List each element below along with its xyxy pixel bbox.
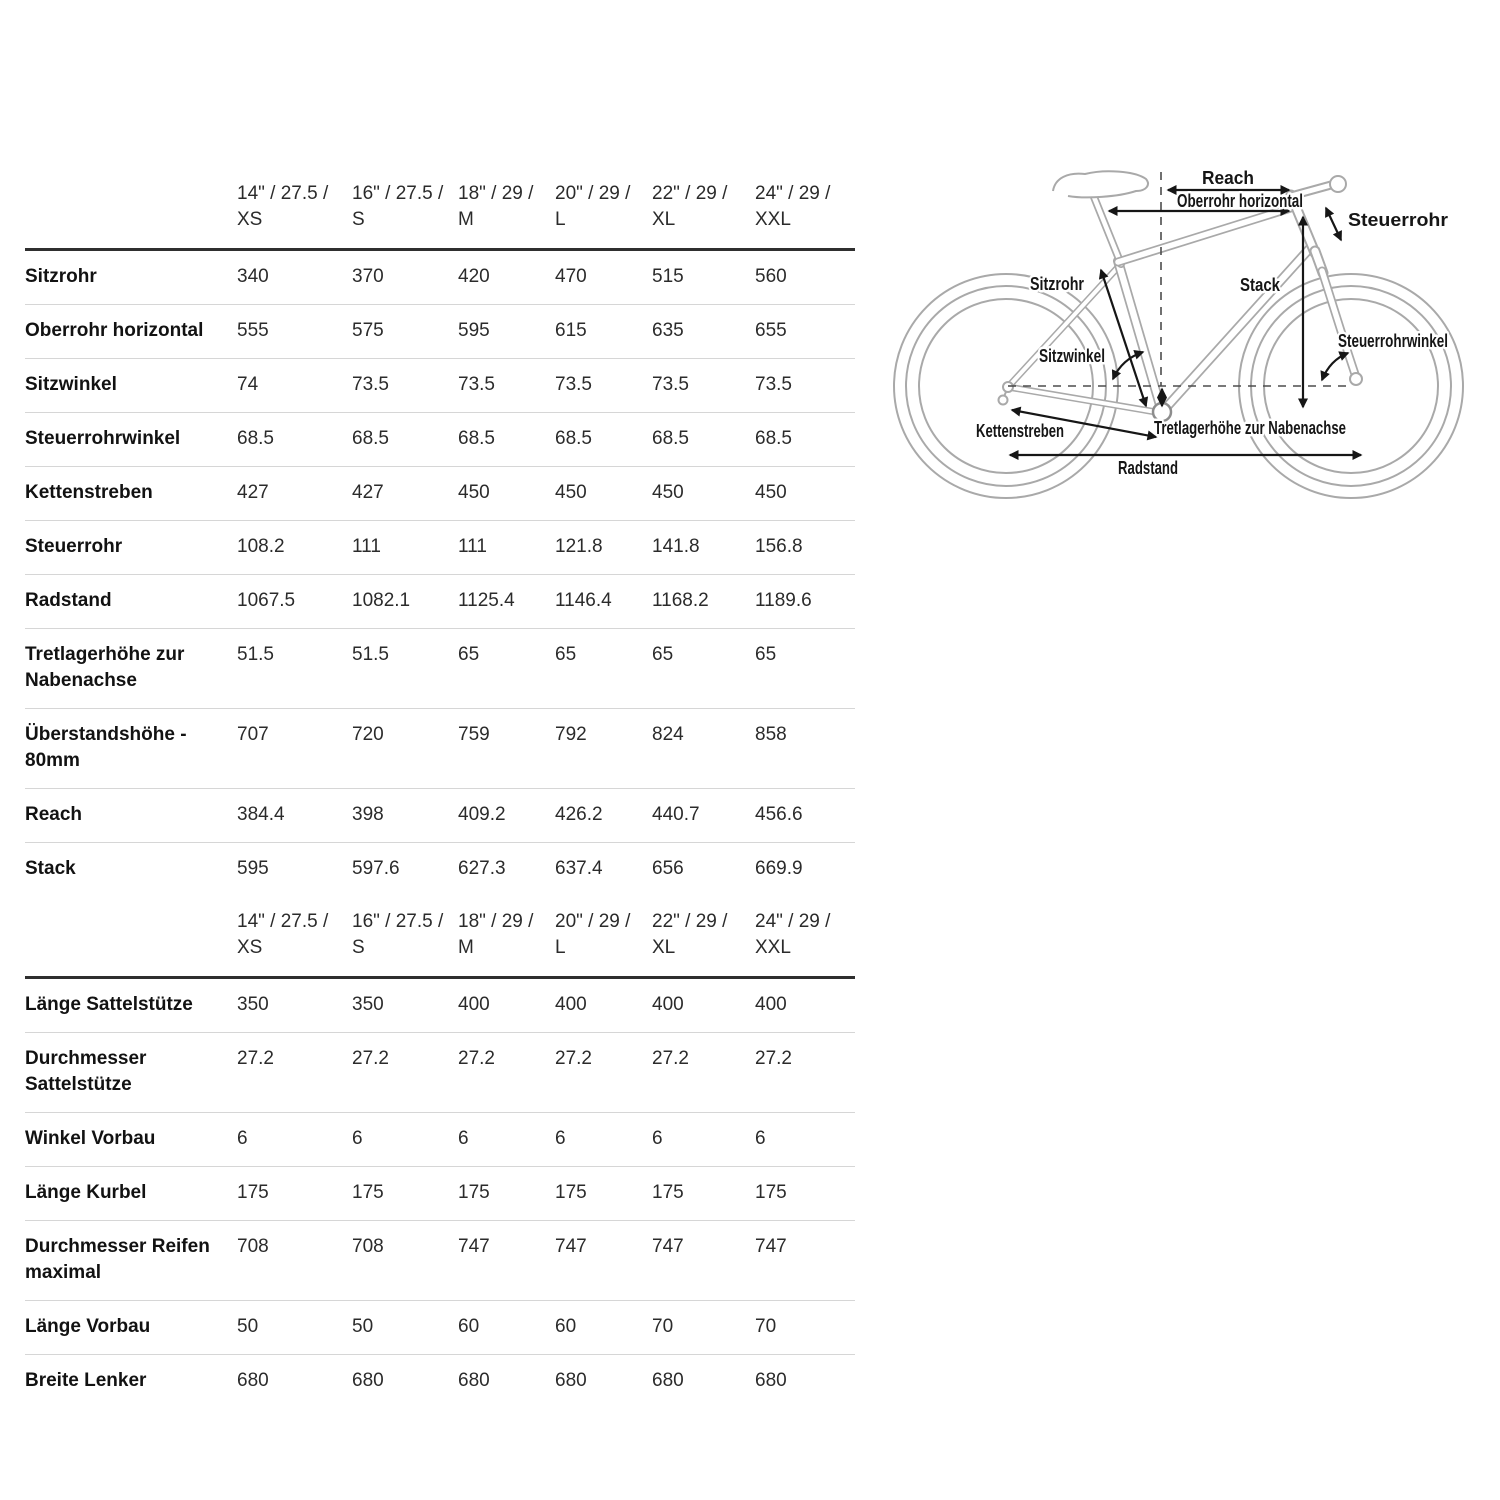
row-label: Durchmesser Sattelstütze: [25, 1033, 237, 1113]
row-label: Länge Kurbel: [25, 1167, 237, 1221]
geometry-value: 427: [352, 466, 458, 520]
geometry-value: 73.5: [352, 358, 458, 412]
geometry-value: 65: [555, 628, 652, 708]
geometry-value: 1082.1: [352, 574, 458, 628]
row-label: Durchmesser Reifen maximal: [25, 1221, 237, 1301]
size-column-header: [237, 896, 352, 978]
size-column-header: [352, 896, 458, 978]
front-wheel: [1239, 274, 1463, 498]
geometry-value: 680: [352, 1355, 458, 1409]
geometry-value: 515: [652, 265, 684, 287]
header-corner-cell: [25, 162, 237, 249]
row-label: Tretlagerhöhe zur Nabenachse: [25, 628, 237, 708]
geometry-value: 858: [755, 708, 855, 788]
geometry-value: 708: [237, 1221, 352, 1301]
geometry-value: 680: [755, 1355, 855, 1409]
size-label: 18" / 29 /: [458, 182, 534, 204]
geometry-value: 707: [237, 708, 352, 788]
geometry-row: [25, 978, 855, 1033]
geometry-row: [25, 304, 855, 358]
row-label: Radstand: [25, 574, 237, 628]
row-label: Breite Lenker: [25, 1355, 237, 1409]
geometry-value: 175: [755, 1167, 855, 1221]
size-label: 14" / 27.5 /: [237, 182, 329, 204]
geometry-row: [25, 842, 855, 896]
geometry-value: 595: [458, 304, 555, 358]
geometry-value: 68.5: [652, 412, 755, 466]
geometry-value: 747: [458, 1221, 555, 1301]
geometry-value: 50: [237, 1301, 352, 1355]
tretlagerhoehe-label: Tretlagerhöhe zur Nabenachse: [1154, 418, 1346, 438]
geometry-value: 121.8: [555, 520, 652, 574]
row-label: Stack: [25, 842, 237, 896]
steuerrohr-arrow: [1326, 208, 1341, 240]
rear-axle: [1003, 382, 1013, 392]
geometry-value: 615: [555, 304, 652, 358]
geometry-value: 1189.6: [755, 574, 855, 628]
geometry-value: 50: [352, 1301, 458, 1355]
rear-derailleur: [999, 396, 1008, 405]
geometry-value: 450: [755, 466, 855, 520]
size-column-header: [352, 162, 458, 249]
geometry-value: 450: [555, 466, 652, 520]
geometry-value: 669.9: [755, 842, 855, 896]
size-code: XS: [237, 208, 263, 230]
geometry-row: [25, 1113, 855, 1167]
row-label: Steuerrohr: [25, 520, 237, 574]
geometry-value: 680: [237, 1355, 352, 1409]
size-label: 20" / 29 /: [555, 911, 631, 932]
geometry-value: 68.5: [555, 412, 652, 466]
geometry-value: 680: [652, 1355, 755, 1409]
geometry-value: 51.5: [237, 628, 352, 708]
geometry-value: 426.2: [555, 788, 652, 842]
row-label: Winkel Vorbau: [25, 1113, 237, 1167]
geometry-value: 680: [458, 1355, 555, 1409]
geometry-row: [25, 249, 855, 304]
geometry-value: 824: [652, 708, 755, 788]
size-label: 16" / 27.5 /: [352, 911, 444, 932]
geometry-value: 575: [352, 304, 458, 358]
geometry-tables: [25, 162, 855, 1408]
row-label: Reach: [25, 788, 237, 842]
geometry-value: 456.6: [755, 788, 855, 842]
geometry-value: 656: [652, 842, 755, 896]
row-label: Oberrohr horizontal: [25, 304, 237, 358]
geometry-value: 400: [652, 994, 684, 1015]
row-label: Sitzrohr: [25, 265, 97, 287]
size-label: 14" / 27.5 /: [237, 911, 329, 932]
geometry-value: 51.5: [352, 628, 458, 708]
geometry-value: 6: [237, 1113, 352, 1167]
geometry-value: 68.5: [237, 412, 352, 466]
geometry-row: [25, 1301, 855, 1355]
geometry-value: 70: [652, 1301, 755, 1355]
size-column-header: [458, 162, 555, 249]
header-corner-cell: [25, 896, 237, 978]
size-column-header: [555, 896, 652, 978]
geometry-value: 400: [458, 994, 490, 1015]
stack-label: Stack: [1240, 275, 1281, 295]
size-label: 22" / 29 /: [652, 911, 728, 932]
geometry-value: 156.8: [755, 520, 855, 574]
geometry-value: 74: [237, 358, 352, 412]
size-column-header: [458, 896, 555, 978]
geometry-value: 27.2: [555, 1033, 652, 1113]
bike-diagram-svg: [880, 130, 1500, 530]
geometry-value: 708: [352, 1221, 458, 1301]
bike-geometry-diagram: [880, 130, 1500, 530]
geometry-table-frame: [25, 162, 855, 896]
size-code: XL: [652, 208, 676, 230]
steuerrohrwinkel-label: Steuerrohrwinkel: [1338, 331, 1448, 351]
sitzrohr-label: Sitzrohr: [1030, 274, 1084, 294]
geometry-value: 175: [652, 1167, 755, 1221]
geometry-value: 111: [458, 520, 555, 574]
geometry-value: 400: [555, 994, 587, 1015]
geometry-value: 1067.5: [237, 574, 352, 628]
geometry-row: [25, 1033, 855, 1113]
geometry-value: 141.8: [652, 520, 755, 574]
geometry-value: 747: [555, 1221, 652, 1301]
geometry-value: 440.7: [652, 788, 755, 842]
size-code: L: [555, 937, 566, 958]
geometry-value: 108.2: [237, 520, 352, 574]
size-code: XXL: [755, 208, 791, 230]
size-column-header: [237, 162, 352, 249]
steuerrohrwinkel-arc: [1322, 353, 1348, 380]
geometry-value: 68.5: [458, 412, 555, 466]
radstand-label: Radstand: [1118, 458, 1178, 478]
row-label: Länge Sattelstütze: [25, 994, 193, 1015]
geometry-row: [25, 708, 855, 788]
size-code: M: [458, 937, 474, 958]
geometry-value: 450: [458, 466, 555, 520]
size-column-header: [755, 896, 855, 978]
size-header-row: [25, 162, 855, 249]
geometry-value: 65: [755, 628, 855, 708]
size-code: S: [352, 937, 365, 958]
geometry-value: 350: [352, 994, 384, 1015]
geometry-value: 27.2: [458, 1033, 555, 1113]
geometry-value: 175: [555, 1167, 652, 1221]
size-column-header: [652, 162, 755, 249]
geometry-value: 340: [237, 265, 269, 287]
geometry-value: 6: [652, 1113, 755, 1167]
geometry-value: 637.4: [555, 842, 652, 896]
geometry-value: 111: [352, 520, 458, 574]
geometry-value: 175: [458, 1167, 555, 1221]
size-code: XS: [237, 937, 263, 958]
oberrohr-label: Oberrohr horizontal: [1177, 191, 1303, 211]
geometry-value: 73.5: [652, 358, 755, 412]
geometry-row: [25, 1167, 855, 1221]
geometry-value: 555: [237, 304, 352, 358]
geometry-value: 27.2: [652, 1033, 755, 1113]
geometry-value: 747: [755, 1221, 855, 1301]
geometry-value: 427: [237, 466, 352, 520]
size-column-header: [755, 162, 855, 249]
geometry-value: 595: [237, 842, 352, 896]
geometry-value: 759: [458, 708, 555, 788]
geometry-row: [25, 628, 855, 708]
size-code: XXL: [755, 937, 791, 958]
size-code: M: [458, 208, 474, 230]
diagram-labels: [976, 168, 1448, 478]
size-code: L: [555, 208, 566, 230]
geometry-value: 73.5: [458, 358, 555, 412]
geometry-row: [25, 574, 855, 628]
geometry-value: 627.3: [458, 842, 555, 896]
row-label: Sitzwinkel: [25, 358, 237, 412]
geometry-row: [25, 412, 855, 466]
row-label: Länge Vorbau: [25, 1301, 237, 1355]
size-label: 16" / 27.5 /: [352, 182, 444, 204]
geometry-value: 1125.4: [458, 574, 555, 628]
geometry-value: 655: [755, 304, 855, 358]
geometry-value: 680: [555, 1355, 652, 1409]
geometry-value: 175: [352, 1167, 458, 1221]
geometry-value: 65: [458, 628, 555, 708]
geometry-value: 60: [555, 1301, 652, 1355]
geometry-value: 409.2: [458, 788, 555, 842]
size-label: 22" / 29 /: [652, 182, 728, 204]
geometry-row: [25, 788, 855, 842]
handlebar-grip: [1330, 176, 1346, 192]
geometry-value: 792: [555, 708, 652, 788]
row-label: Kettenstreben: [25, 466, 237, 520]
size-label: 24" / 29 /: [755, 182, 831, 204]
geometry-value: 6: [458, 1113, 555, 1167]
geometry-value: 6: [755, 1113, 855, 1167]
size-label: 24" / 29 /: [755, 911, 831, 932]
kettenstreben-label: Kettenstreben: [976, 421, 1064, 441]
geometry-value: 175: [237, 1167, 352, 1221]
geometry-value: 420: [458, 265, 490, 287]
geometry-row: [25, 520, 855, 574]
size-header-row: [25, 896, 855, 978]
reach-label: Reach: [1202, 168, 1254, 188]
geometry-value: 400: [755, 994, 787, 1015]
geometry-value: 70: [755, 1301, 855, 1355]
size-column-header: [555, 162, 652, 249]
row-label: Steuerrohrwinkel: [25, 412, 237, 466]
geometry-value: 68.5: [352, 412, 458, 466]
saddle: [1053, 171, 1148, 197]
size-label: 18" / 29 /: [458, 911, 534, 932]
row-label: Überstandshöhe - 80mm: [25, 708, 237, 788]
geometry-row: [25, 358, 855, 412]
size-code: XL: [652, 937, 676, 958]
geometry-value: 27.2: [755, 1033, 855, 1113]
geometry-table-components: [25, 896, 855, 1409]
geometry-row: [25, 466, 855, 520]
geometry-value: 73.5: [755, 358, 855, 412]
geometry-value: 450: [652, 466, 755, 520]
geometry-value: 1146.4: [555, 574, 652, 628]
geometry-value: 27.2: [237, 1033, 352, 1113]
geometry-value: 350: [237, 994, 269, 1015]
front-dropout: [1350, 373, 1362, 385]
geometry-value: 470: [555, 265, 587, 287]
geometry-value: 1168.2: [652, 574, 755, 628]
size-column-header: [652, 896, 755, 978]
steuerrohr-label: Steuerrohr: [1348, 210, 1448, 230]
geometry-value: 384.4: [237, 788, 352, 842]
size-label: 20" / 29 /: [555, 182, 631, 204]
geometry-value: 6: [352, 1113, 458, 1167]
size-code: S: [352, 208, 365, 230]
geometry-value: 597.6: [352, 842, 458, 896]
geometry-value: 370: [352, 265, 384, 287]
geometry-value: 27.2: [352, 1033, 458, 1113]
geometry-value: 747: [652, 1221, 755, 1301]
geometry-row: [25, 1221, 855, 1301]
geometry-value: 560: [755, 265, 787, 287]
sitzwinkel-label: Sitzwinkel: [1039, 346, 1105, 366]
geometry-value: 6: [555, 1113, 652, 1167]
geometry-value: 635: [652, 304, 755, 358]
geometry-value: 68.5: [755, 412, 855, 466]
geometry-value: 65: [652, 628, 755, 708]
geometry-value: 60: [458, 1301, 555, 1355]
geometry-row: [25, 1355, 855, 1409]
geometry-value: 720: [352, 708, 458, 788]
geometry-value: 73.5: [555, 358, 652, 412]
geometry-value: 398: [352, 788, 458, 842]
